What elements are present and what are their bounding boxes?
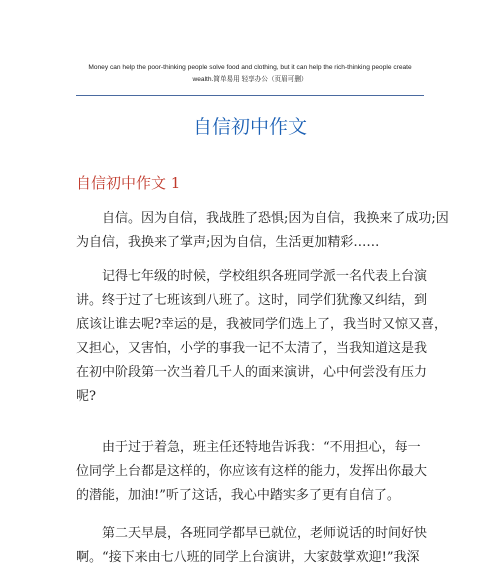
section-title: 自信初中作文 1	[76, 174, 181, 192]
paragraph-line: 第二天早晨，各班同学都早已就位，老师说话的时间好快	[76, 526, 428, 541]
paragraph-1	[76, 207, 449, 255]
paragraph-line: 为自信，我换来了掌声;因为自信，生活更加精彩……	[76, 235, 380, 250]
header-divider	[76, 95, 424, 96]
header-line-2: wealth.简单易用 轻享办公（页眉可删）	[192, 76, 308, 83]
paragraph-line: 自信。因为自信，我战胜了恐惧;因为自信，我换来了成功;因	[76, 211, 449, 226]
paragraph-line: 在初中阶段第一次当着几千人的面来演讲，心中何尝没有压力	[76, 365, 428, 380]
paragraph-line: 记得七年级的时候，学校组织各班同学派一名代表上台演	[76, 269, 428, 284]
paragraph-line: 位同学上台都是这样的，你应该有这样的能力，发挥出你最大	[76, 464, 428, 479]
paragraph-4	[76, 522, 428, 570]
paragraph-line: 呢?	[76, 389, 96, 404]
paragraph-line: 的潜能，加油!”听了这话，我心中踏实多了更有自信了。	[76, 488, 400, 503]
paragraph-2	[76, 265, 447, 409]
document-title: 自信初中作文	[192, 116, 307, 138]
paragraph-line: 又担心，又害怕，小学的事我一记不太清了，当我知道这是我	[76, 341, 428, 356]
paragraph-line: 啊。“接下来由七八班的同学上台演讲，大家鼓掌欢迎!”我深	[76, 550, 420, 565]
paragraph-line: 底该让谁去呢?幸运的是，我被同学们选上了，我当时又惊又喜，	[76, 317, 447, 332]
page-header	[72, 62, 428, 86]
paragraph-3	[76, 436, 428, 508]
paragraph-line: 讲。终于过了七班该到八班了。这时，同学们犹豫又纠结，到	[76, 293, 428, 308]
paragraph-line: 由于过于着急，班主任还特地告诉我：“不用担心，每一	[76, 440, 421, 455]
header-line-1: Money can help the poor-thinking people solve food and clothing, but it can help the rich-thinking people create	[88, 64, 412, 71]
